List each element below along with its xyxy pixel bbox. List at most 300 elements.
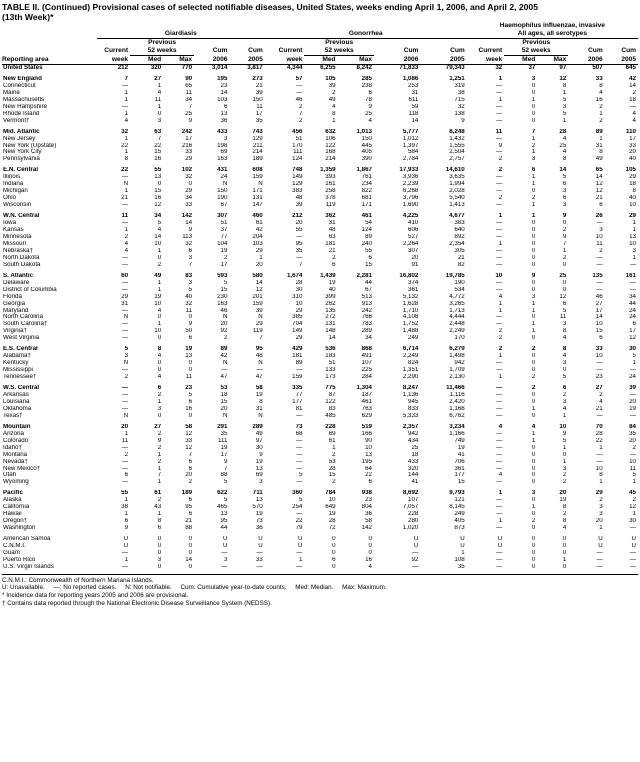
value-cell: 11 [559,314,567,321]
med-label: Med [504,56,537,65]
value-cell: 28 [559,128,567,135]
value-cell: 33 [255,556,263,563]
value-cell: 8,247 [402,385,419,392]
value-cell: 5 [562,374,567,381]
value-cell: 58 [185,423,193,430]
value-cell: 19 [629,405,636,412]
value-cell: 433 [408,458,419,465]
value-cell: 249 [408,335,419,342]
value-cell: 361 [408,286,419,293]
value-cell: 8 [259,398,263,405]
value-cell: 14 [411,117,419,124]
value-cell: 0 [188,543,193,550]
value-cell: 1 [498,240,503,247]
value-cell: 1 [157,398,162,405]
value-cell: N [258,360,263,367]
region-row [2,76,638,83]
value-cell: 1,166 [449,430,465,437]
value-cell: 285 [361,75,372,82]
value-cell: 240 [361,240,372,247]
value-cell: 456 [292,128,303,135]
value-cell: 1 [599,135,603,142]
value-cell: 214 [252,149,263,156]
value-cell: 763 [361,405,372,412]
value-cell: 29 [629,213,636,220]
value-cell: 170 [454,335,465,342]
value-cell: 783 [361,321,372,328]
table-row [2,314,638,321]
value-cell: 9 [188,321,193,328]
value-cell: 163 [217,156,228,163]
value-cell: 3,936 [402,174,419,181]
value-cell: 89 [220,346,228,353]
reporting-area-cell: Maine [3,89,20,96]
table-row [2,504,638,511]
value-cell: 14 [595,314,603,321]
value-cell: — [296,412,303,419]
value-cell: 0 [157,367,162,374]
value-cell: 385 [292,314,303,321]
value-cell: 10 [154,240,162,247]
value-cell: 6 [124,472,129,479]
value-cell: 242 [181,128,193,135]
value-cell: 1 [498,307,503,314]
value-cell: 73 [295,423,303,430]
table-row [2,452,638,459]
table-body [2,65,638,571]
value-cell: 4 [562,353,567,360]
value-cell: N [222,412,228,419]
value-cell: N [123,181,129,188]
value-cell: 2 [299,103,303,110]
value-cell: 190 [454,279,465,286]
value-cell: 48 [295,195,303,202]
value-cell: 0 [531,412,536,419]
value-cell: 11 [121,213,129,220]
value-cell: 1 [157,511,162,518]
value-cell: 1 [332,444,336,451]
value-cell: 2 [498,335,503,342]
value-cell: 1 [124,430,129,437]
value-cell: — [629,367,636,374]
value-cell: — [296,458,303,465]
value-cell: 249 [454,511,465,518]
reporting-area-cell: Arkansas [3,391,29,398]
value-cell: — [121,307,129,314]
value-cell: 15 [220,398,228,405]
reporting-area-cell: Nebraska† [3,247,33,254]
value-cell: 131 [325,321,336,328]
value-cell: 38 [457,89,465,96]
value-cell: 491 [361,353,372,360]
table-row [2,136,638,143]
table-row [2,360,638,367]
value-cell: 17 [629,328,636,335]
value-cell: 2 [498,167,503,174]
value-cell: — [496,82,503,89]
value-cell: 106 [325,135,336,142]
value-cell: — [296,511,303,518]
value-cell: 3 [562,321,567,328]
value-cell: 1 [498,490,503,497]
value-cell: 7,057 [402,504,419,511]
value-cell: 2 [332,254,336,261]
value-cell: 527 [408,233,419,240]
value-cell: 1,674 [286,272,303,279]
value-cell: 2 [223,254,228,261]
value-cell: 4 [562,135,567,142]
value-cell: 519 [361,423,372,430]
value-cell: 9 [562,430,567,437]
value-cell: — [296,437,303,444]
value-cell: 4,677 [449,213,465,220]
value-cell: 822 [361,188,372,195]
value-cell: 5 [562,96,567,103]
value-cell: 9 [368,103,372,110]
reporting-area-cell: New Jersey [3,135,36,142]
value-cell: 7 [157,135,162,142]
reporting-area-cell: Mississippi [3,367,33,374]
value-cell: 40 [629,195,636,202]
value-cell: 1 [498,96,503,103]
value-cell: 360 [292,490,303,497]
value-cell: 704 [292,321,303,328]
value-cell: 161 [325,181,336,188]
reporting-area-header: Reporting area [2,56,97,65]
value-cell: 4 [332,103,336,110]
value-cell: 198 [217,142,228,149]
value-cell: 3 [531,293,536,300]
value-cell: 124 [361,227,372,234]
value-cell: 2,249 [402,353,419,360]
value-cell: 78 [365,96,372,103]
value-cell: N [258,314,263,321]
value-cell: 121 [454,497,465,504]
value-cell: 0 [188,181,193,188]
value-cell: 0 [531,247,536,254]
cum-label: Cum [621,47,636,55]
value-cell: — [121,328,129,335]
value-cell: 1,397 [402,142,419,149]
value-cell: 33 [185,149,193,156]
value-cell: 1 [124,96,129,103]
value-cell: 37 [220,227,228,234]
reporting-area-cell: Wisconsin [3,202,32,209]
value-cell: 429 [292,346,303,353]
value-cell: 3 [188,279,193,286]
value-cell: — [121,321,129,328]
value-cell: 1 [124,149,129,156]
value-cell: — [496,385,503,392]
table-header [2,22,638,65]
value-cell: 6,762 [449,412,465,419]
value-cell: 3 [223,135,228,142]
value-cell: — [496,504,503,511]
value-cell: 0 [157,543,162,550]
value-cell: 3 [562,202,567,209]
value-cell: 4 [599,398,603,405]
value-cell: 20 [185,472,193,479]
value-cell: 181 [292,353,303,360]
value-cell: 1 [531,430,536,437]
med-label: Med [130,56,163,65]
value-cell: 19 [328,511,336,518]
value-cell: 35 [255,117,263,124]
value-cell: 6,255 [320,64,336,71]
value-cell: 9 [461,117,465,124]
value-cell: 4 [157,374,162,381]
value-cell: 19 [255,391,263,398]
value-cell: 20 [220,321,228,328]
value-cell: 35 [457,563,465,570]
value-cell: 147 [252,202,263,209]
value-cell: 1 [531,437,536,444]
value-cell: 9 [498,142,503,149]
value-cell: 17 [255,110,263,117]
value-cell: 593 [217,272,228,279]
value-cell: 0 [531,240,536,247]
value-cell: 7 [188,261,193,268]
value-cell: 10 [629,240,636,247]
value-cell: 1 [531,149,536,156]
value-cell: 0 [531,556,536,563]
value-cell: — [296,233,303,240]
table-row [2,220,638,227]
value-cell: 111 [218,437,228,444]
weeks-label: 52 weeks [504,47,568,56]
value-cell: — [296,550,303,556]
value-cell: — [121,220,129,227]
value-cell: U [598,536,603,543]
table-row [2,511,638,518]
value-cell: 2 [562,227,567,234]
value-cell: 4 [562,149,567,156]
value-cell: 16,802 [399,272,419,279]
value-cell: 0 [531,444,536,451]
value-cell: 30 [629,346,636,353]
value-cell: 2 [157,430,162,437]
reporting-area-cell: Mountain [3,423,31,430]
value-cell: 2,249 [449,328,465,335]
value-cell: 19 [255,511,263,518]
table-row [2,202,638,209]
value-cell: 390 [361,156,372,163]
value-cell: 42 [255,227,263,234]
value-cell: 39 [629,385,636,392]
value-cell: 0 [531,220,536,227]
value-cell: 3,234 [449,423,465,430]
weeks-label: 52 weeks [130,47,194,56]
table-row [2,287,638,294]
value-cell: 53 [220,385,228,392]
value-cell: 20 [629,437,636,444]
value-cell: 4 [562,525,567,532]
value-cell: 1 [531,504,536,511]
previous-label: Previous [148,39,176,46]
value-cell: 1 [531,213,536,220]
reporting-area-cell: Michigan [3,188,28,195]
value-cell: 195 [361,458,372,465]
value-cell: 11 [185,89,193,96]
value-cell: 711 [252,490,263,497]
value-cell: 892 [454,233,465,240]
value-cell: 6 [599,335,603,342]
table-row [2,280,638,287]
reporting-area-cell: West Virginia [3,335,40,342]
reporting-area-cell: W.S. Central [3,385,40,392]
value-cell: 4 [157,89,162,96]
value-cell: 1,498 [449,353,465,360]
value-cell: 8 [562,156,567,163]
value-cell: 187 [361,391,372,398]
value-cell: 5 [188,391,193,398]
value-cell: 1,359 [320,167,336,174]
value-cell: 2 [531,142,536,149]
value-cell: 405 [361,149,372,156]
value-cell: 3 [562,103,567,110]
value-cell: 21 [595,195,603,202]
value-cell: 0 [531,472,536,479]
table-row [2,234,638,241]
value-cell: 2 [599,391,603,398]
value-cell: 2 [599,103,603,110]
value-cell: 17 [185,135,193,142]
value-cell: — [496,479,503,486]
value-cell: — [496,398,503,405]
value-cell: — [121,563,129,570]
value-cell: N [222,360,228,367]
value-cell: 20 [121,423,129,430]
value-cell: 10 [365,444,372,451]
value-cell: 63 [328,233,336,240]
value-cell: — [496,247,503,254]
value-cell: — [496,550,503,556]
value-cell: 1,994 [449,181,465,188]
value-cell: 1 [124,89,129,96]
value-cell: 1,439 [320,272,336,279]
value-cell: 171 [252,188,263,195]
value-cell: 131 [252,195,263,202]
value-cell: 44 [365,279,372,286]
value-cell: 0 [332,550,336,556]
value-cell: 0 [368,543,372,550]
reporting-area-cell: U.S. Virgin Islands [3,563,54,570]
value-cell: U [123,536,129,543]
value-cell: 11,466 [446,385,465,392]
value-cell: 34 [185,96,193,103]
value-cell: 32 [185,300,193,307]
value-cell: 3,265 [449,300,465,307]
table-row [2,431,638,438]
value-cell: — [121,367,129,374]
value-cell: 6 [368,89,372,96]
value-cell: 20 [411,254,419,261]
value-cell: 171 [361,202,372,209]
value-cell: 159 [252,174,263,181]
value-cell: 3 [562,360,567,367]
reporting-area-cell: Louisiana [3,398,30,405]
reporting-area-cell: Oregon† [3,518,28,525]
value-cell: 65 [185,82,193,89]
table-row [2,438,638,445]
value-cell: 228 [408,511,419,518]
value-cell: 23 [365,497,372,504]
value-cell: 22 [121,167,129,174]
value-cell: 383 [454,220,465,227]
value-cell: 1,012 [402,135,419,142]
value-cell: 102 [181,167,193,174]
value-cell: 9 [157,437,162,444]
value-cell: 189 [252,156,263,163]
value-cell: 0 [157,110,162,117]
year-2005-label: 2005 [420,56,466,65]
value-cell: — [121,279,129,286]
value-cell: 40 [328,286,336,293]
value-cell: — [496,437,503,444]
value-cell: 92 [220,328,228,335]
value-cell: 632 [325,128,336,135]
week-label: week [97,56,130,65]
value-cell: — [496,261,503,268]
value-cell: 0 [531,261,536,268]
value-cell: 6 [368,479,372,486]
value-cell: 29 [121,293,129,300]
value-cell: N [258,412,263,419]
value-cell: — [496,117,503,124]
value-cell: 534 [454,286,465,293]
value-cell: 9 [259,451,263,458]
value-cell: 65 [595,167,603,174]
value-cell: 63 [154,128,162,135]
value-cell: 6 [332,261,336,268]
value-cell: 6 [157,525,162,532]
value-cell: 8,242 [356,64,372,71]
value-cell: 0 [188,536,193,543]
value-cell: 17 [595,307,603,314]
value-cell: 431 [217,167,228,174]
value-cell: 159 [292,374,303,381]
value-cell: 27 [154,423,162,430]
value-cell: 211 [252,142,263,149]
value-cell: 69 [328,430,336,437]
value-cell: 2,028 [449,188,465,195]
value-cell: 5,540 [449,195,465,202]
reporting-area-cell: South Carolina† [3,321,48,328]
reporting-area-cell: W.N. Central [3,213,40,220]
value-cell: 938 [361,490,372,497]
value-cell: 383 [292,188,303,195]
value-cell: 1 [599,479,603,486]
value-cell: 1 [498,374,503,381]
value-cell: 2,757 [449,156,465,163]
value-cell: 46 [220,307,228,314]
value-cell: 6 [562,181,567,188]
value-cell: 4,772 [449,293,465,300]
value-cell: 3 [124,353,129,360]
value-cell: 513 [361,293,372,300]
value-cell: 5 [299,497,303,504]
value-cell: — [121,82,129,89]
value-cell: — [596,563,603,570]
value-cell: 0 [157,360,162,367]
value-cell: — [496,220,503,227]
value-cell: — [121,286,129,293]
value-cell: 129 [252,135,263,142]
value-cell: 6 [188,335,193,342]
table-row [2,328,638,335]
value-cell: 9 [562,213,567,220]
table-row [2,392,638,399]
